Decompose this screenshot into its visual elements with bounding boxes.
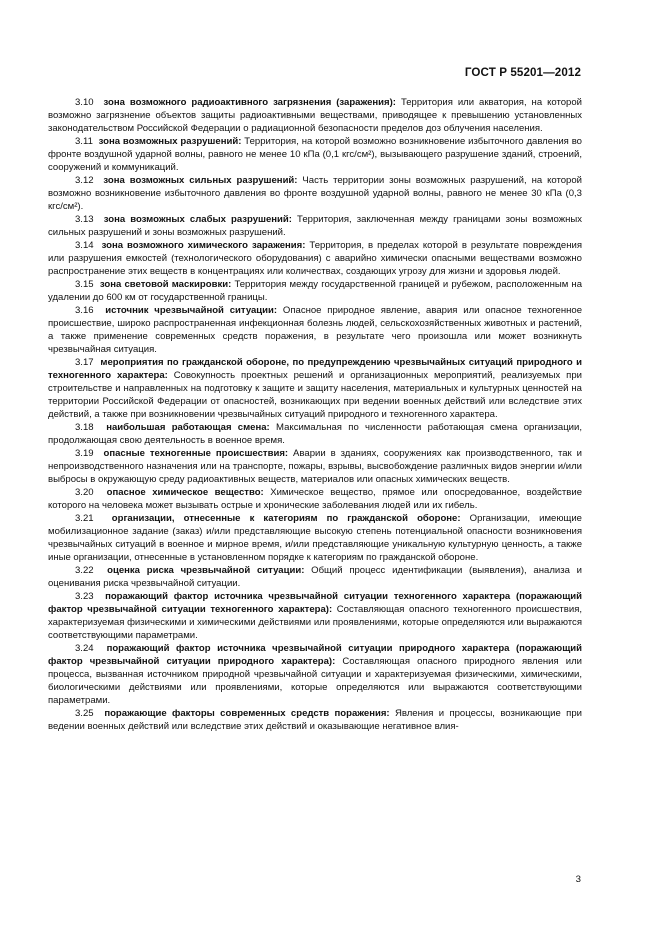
clause-number: 3.23 — [75, 591, 94, 602]
clause-definition: Составляющая опасного природного явления или процесса, вызванная источником природной чрезвычайной ситуации и характеризуемая физическими, химическими, биологическими действиями или проявлениями, которые определяются или выражаются соответствующими параметрами. — [48, 656, 583, 706]
clause-number: 3.15 — [75, 279, 94, 290]
clause-term: мероприятия по гражданской обороне, по предупреждению чрезвычайных ситуаций природного и техногенного характера: — [48, 357, 582, 381]
clause-definition: Территория, заключенная между границами зоны возможных сильных разрушений и зоны возможных разрушений. — [48, 214, 582, 238]
clause-definition: Территория между государственной границей и рубежом, расположенным на удалении до 600 км от государственной границы. — [48, 279, 583, 303]
clause-3-20 — [48, 486, 582, 512]
clause-3-16 — [48, 304, 582, 356]
clause-number: 3.10 — [75, 97, 94, 108]
clause-3-18 — [48, 421, 582, 447]
clause-number: 3.24 — [75, 643, 94, 654]
clause-term: источник чрезвычайной ситуации: — [105, 305, 278, 316]
clause-term: оценка риска чрезвычайной ситуации: — [107, 565, 305, 576]
clause-number: 3.17 — [75, 357, 94, 368]
clause-term: зона возможного химического заражения: — [101, 240, 306, 251]
clause-number: 3.21 — [75, 513, 94, 524]
clause-3-10 — [48, 96, 582, 135]
clause-definition: Совокупность проектных решений и организационных мероприятий, реализуемых при строительстве и направленных на подготовку к защите и защиту населения, материальных и культурных ценностей на территории Российской Федерации от опасностей, возникающих при ведении военных действий или вследствие этих действий, а также при возникновении чрезвычайных ситуаций природного и техногенного характера. — [48, 370, 582, 420]
clause-term: поражающий фактор источника чрезвычайной ситуации техногенного характера (поражающий фактор чрезвычайной ситуации техногенного характера): — [48, 591, 583, 615]
clause-term: зона световой маскировки: — [99, 279, 232, 290]
clause-definition: Территория или акватория, на которой возможно загрязнение объектов защиты радиоактивными веществами, приводящее к превышению установленных законодательством Российской Федерации о радиационной безопасности пределов доз облучения населения. — [48, 97, 582, 134]
clause-3-17 — [48, 356, 582, 421]
clause-term: опасные техногенные происшествия: — [103, 448, 289, 459]
clause-definition: Территория, на которой возможно возникновение избыточного давления во фронте воздушной ударной волны, равного не менее 10 кПа (0,1 кгс/см²), вызывающего разрушение зданий, строений, сооружений и коммуникаций. — [48, 136, 582, 173]
clause-number: 3.12 — [75, 175, 94, 186]
clause-definition: Химическое вещество, прямое или опосредованное, воздействие которого на человека может вызывать острые и хронические заболевания людей или их гибель. — [48, 487, 583, 511]
clause-definition: Организации, имеющие мобилизационное задание (заказ) и/или представляющие высокую степень потенциальной опасности возникновения чрезвычайных ситуаций в военное и мирное время, и/или представляющие уникальную культурную ценность, а также иные организации, отнесенные в установленном порядке к категориям по гражданской обороне. — [48, 513, 582, 563]
clause-3-21 — [48, 512, 582, 564]
clause-number: 3.14 — [75, 240, 94, 251]
clause-3-13 — [48, 213, 582, 239]
clause-3-25 — [48, 707, 582, 733]
clause-term: организации, отнесенные к категориям по гражданской обороне: — [111, 513, 461, 524]
clause-definition: Составляющая опасного техногенного происшествия, характеризуемая физическими и химическими действиями или проявлениями, которые определяются или выражаются соответствующими параметрами. — [48, 604, 583, 641]
clause-number: 3.19 — [75, 448, 94, 459]
clause-definition: Явления и процессы, возникающие при ведении военных действий или вследствие этих действий и оказывающие негативное влия- — [48, 708, 582, 732]
definitions-body — [48, 96, 582, 733]
clause-definition: Территория, в пределах которой в результате повреждения или разрушения емкостей (технологического оборудования) с аварийно химически опасными веществами возможно распространение этих веществ в концентрациях или количествах, создающих угрозу для жизни и здоровья людей. — [48, 240, 582, 277]
clause-definition: Максимальная по численности работающая смена организации, продолжающая свою деятельность в военное время. — [48, 422, 582, 446]
document-code: ГОСТ Р 55201—2012 — [464, 66, 581, 79]
clause-definition: Часть территории зоны возможных разрушений, на которой возможно возникновение избыточного давления во фронте воздушной ударной волны, равного не менее 30 кПа (0,3 кгс/см²). — [48, 175, 582, 212]
clause-3-12 — [48, 174, 582, 213]
clause-term: поражающий фактор источника чрезвычайной ситуации природного характера (поражающий фактор чрезвычайной ситуации природного характера): — [48, 643, 582, 667]
clause-term: зона возможных разрушений: — [98, 136, 242, 147]
clause-definition: Общий процесс идентификации (выявления), анализа и оценивания риска чрезвычайной ситуации. — [48, 565, 582, 589]
clause-3-23 — [48, 590, 582, 642]
clause-term: поражающие факторы современных средств поражения: — [104, 708, 390, 719]
clause-3-24 — [48, 642, 582, 707]
clause-number: 3.11 — [75, 136, 93, 147]
clause-term: зона возможных слабых разрушений: — [103, 214, 292, 225]
clause-number: 3.25 — [75, 708, 94, 719]
clause-definition: Опасное природное явление, авария или опасное техногенное происшествие, широко распространенная инфекционная болезнь людей, сельскохозяйственных животных и растений, а также применение современных средств поражения, в результате чего произошла или может возникнуть чрезвычайная ситуация. — [48, 305, 583, 355]
clause-number: 3.13 — [75, 214, 94, 225]
clause-term: наибольшая работающая смена: — [106, 422, 270, 433]
clause-3-22 — [48, 564, 582, 590]
clause-3-14 — [48, 239, 582, 278]
clause-number: 3.20 — [75, 487, 94, 498]
clause-3-19 — [48, 447, 582, 486]
clause-number: 3.22 — [75, 565, 94, 576]
clause-3-15 — [48, 278, 582, 304]
clause-term: зона возможных сильных разрушений: — [103, 175, 298, 186]
clause-number: 3.16 — [75, 305, 94, 316]
clause-3-11 — [48, 135, 582, 174]
clause-term: опасное химическое вещество: — [106, 487, 264, 498]
clause-definition: Аварии в зданиях, сооружениях как производственного, так и непроизводственного назначения или на транспорте, пожары, взрывы, высвобождение различных видов энергии и/или выбросы в окружающую среду радиоактивных веществ, материалов или опасных химических веществ. — [48, 448, 582, 485]
clause-term: зона возможного радиоактивного загрязнения (заражения): — [103, 97, 396, 108]
clause-number: 3.18 — [75, 422, 94, 433]
page-number: 3 — [575, 874, 581, 885]
